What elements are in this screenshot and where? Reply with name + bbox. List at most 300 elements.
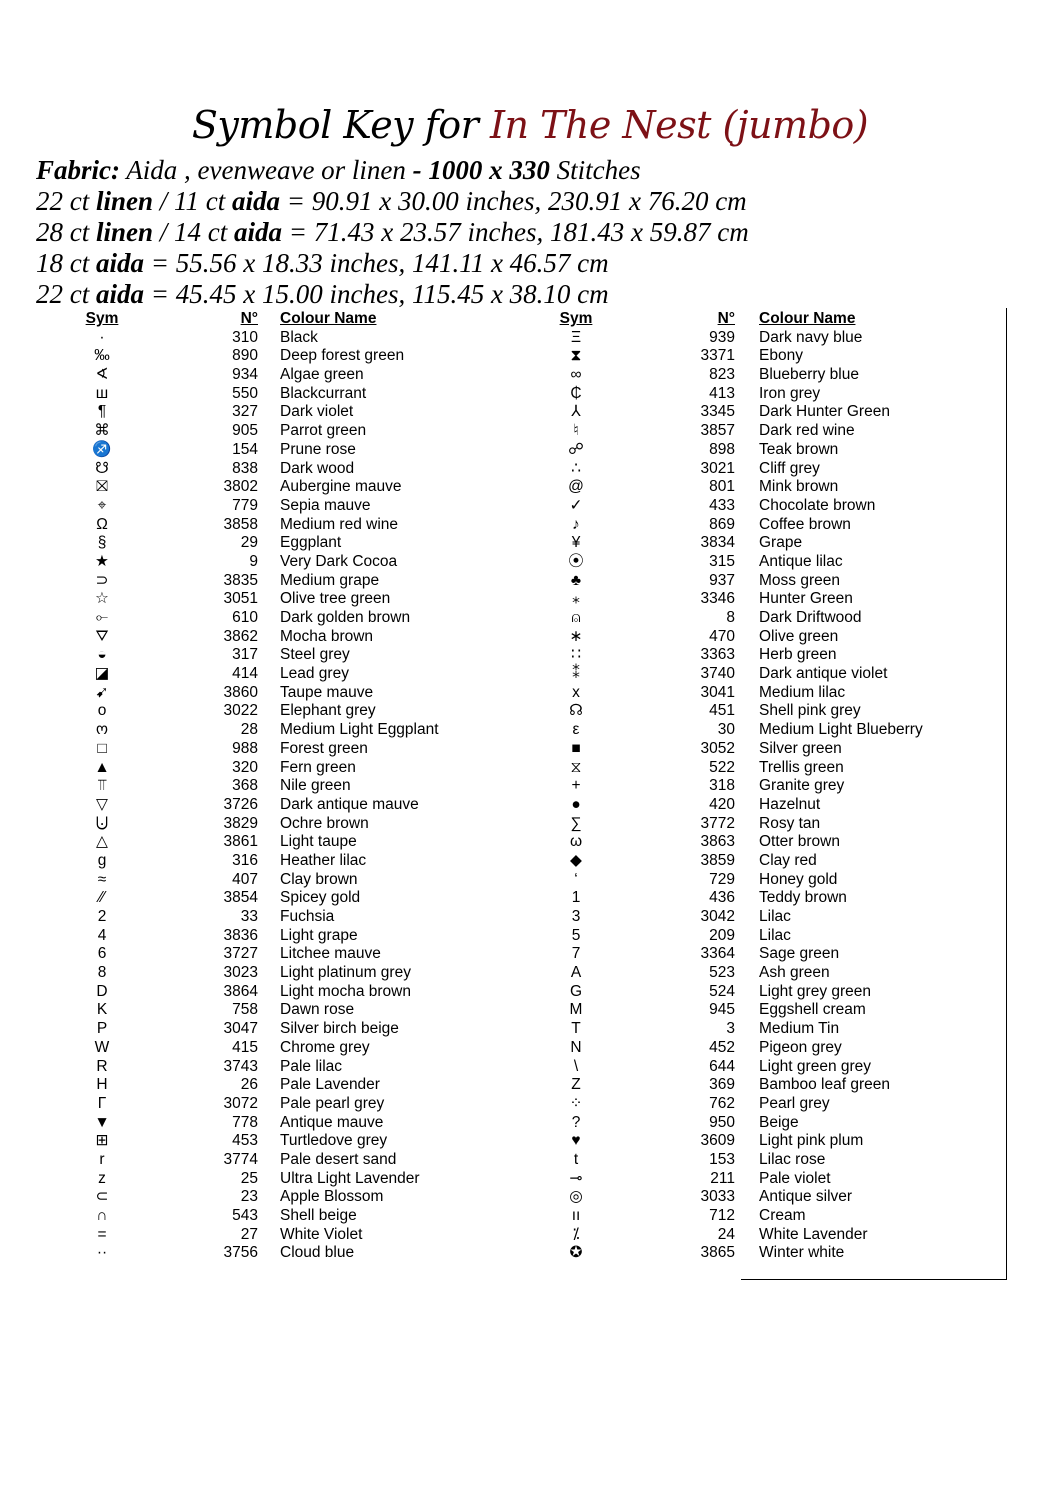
colour-name: Clay red [759,851,817,869]
floss-number: 3047 [223,1020,258,1038]
symbol-icon: ■ [571,739,581,757]
colour-name: Blueberry blue [759,366,859,384]
symbol-icon: @ [568,478,584,496]
table-row [78,1132,439,1151]
floss-number: 3041 [700,683,735,701]
floss-number: 3857 [700,422,735,440]
floss-number: 318 [709,777,735,795]
symbol-icon: ⊞ [95,1132,109,1150]
table-row [78,1001,439,1020]
table-row [552,478,923,497]
size-line [36,217,749,248]
size-mid: / 14 ct [159,217,228,247]
symbol-icon: 4 [97,926,107,944]
table-row [552,740,923,759]
size-dims: = 71.43 x 23.57 inches, 181.43 x 59.87 cm [288,217,749,247]
symbol-icon: ∷ [571,646,581,664]
floss-number: 433 [709,496,735,514]
table-row [552,1039,923,1058]
symbol-icon: ⁎ [572,590,580,608]
floss-number: 25 [240,1169,258,1187]
table-row [78,1226,439,1245]
header-name: Colour Name [759,310,856,327]
symbol-icon: ☆ [95,590,109,608]
page-title [0,100,1060,150]
table-row [78,833,439,852]
fabric-dash: - [412,155,422,185]
colour-name: Dark red wine [759,422,855,440]
colour-name: Honey gold [759,870,838,888]
table-row [78,721,439,740]
symbol-icon: ∑ [570,814,582,832]
colour-name: Grape [759,534,803,552]
symbol-icon: z [98,1169,106,1187]
colour-name: Medium Tin [759,1020,840,1038]
floss-number: 3859 [700,851,735,869]
floss-number: 543 [232,1207,258,1224]
border-line-vertical [1006,308,1007,1280]
floss-number: 414 [232,665,258,683]
colour-name: Iron grey [759,384,821,402]
symbol-icon: ⛛ [95,627,109,645]
symbol-icon: ⛝ [96,478,108,496]
colour-name: Silver birch beige [280,1020,399,1038]
colour-name: Coffee brown [759,515,851,533]
size-fabric-1: linen [96,186,154,216]
table-row [552,329,923,348]
symbol-icon: ო [95,721,109,739]
floss-number: 211 [710,1169,735,1187]
floss-number: 317 [232,646,258,664]
symbol-icon: ☊ [569,702,583,720]
symbol-icon: ∴ [571,459,581,477]
symbol-icon: t [573,1150,579,1168]
colour-name: Parrot green [280,422,367,440]
table-row [78,534,439,553]
symbol-icon: 7 [571,945,581,963]
colour-name: Pearl grey [759,1094,830,1112]
colour-name: Silver green [759,739,842,757]
floss-number: 3835 [223,571,258,589]
table-row [552,422,923,441]
floss-number: 644 [709,1057,735,1075]
symbol-icon: 8 [97,964,107,982]
symbol-icon: ◆ [570,851,582,869]
floss-number: 3836 [223,926,258,944]
colour-name: Lilac [759,908,791,925]
colour-name: Beige [759,1113,799,1131]
floss-number: 3726 [223,795,258,813]
table-row [552,497,923,516]
table-row [78,1170,439,1189]
symbol-icon: ε [572,721,580,739]
size-prefix: 28 ct [36,217,90,247]
title-prefix: Symbol Key for [191,103,479,147]
floss-number: 453 [232,1132,258,1150]
floss-number: 29 [240,534,258,552]
symbol-icon: K [96,1001,108,1019]
colour-name: Pale lilac [280,1057,343,1075]
colour-name: Pale pearl grey [280,1094,385,1112]
table-row [552,516,923,535]
table-row [78,385,439,404]
colour-name: Black [280,328,318,346]
symbol-icon: 3 [571,908,581,925]
table-row [78,815,439,834]
table-row [552,1244,923,1263]
symbol-icon: ¶ [97,403,107,421]
table-row [78,852,439,871]
table-row [552,983,923,1002]
table-row [552,852,923,871]
colour-name: Clay brown [280,870,358,888]
fabric-types: Aida , evenweave or linen [126,155,406,185]
colour-name: Mink brown [759,478,839,496]
table-row [552,684,923,703]
colour-name: Dark navy blue [759,328,863,346]
table-row [78,1076,439,1095]
colour-name: Shell beige [280,1207,357,1224]
floss-number: 3774 [223,1150,258,1168]
table-row [78,478,439,497]
colour-name: Pale violet [759,1169,831,1187]
table-row [552,441,923,460]
symbol-icon: P [96,1020,108,1038]
symbol-icon: ♪ [572,515,580,533]
floss-number: 3862 [223,627,258,645]
symbol-icon: + [571,777,581,795]
table-row [552,590,923,609]
table-row [552,1151,923,1170]
size-fabric-1: aida [96,248,145,278]
colour-name: Pale desert sand [280,1150,397,1168]
table-row [78,422,439,441]
floss-number: 3042 [700,908,735,925]
floss-number: 3345 [700,403,735,421]
table-row [78,1039,439,1058]
symbol-icon: ▼ [94,1113,110,1131]
colour-name: Teddy brown [759,889,847,907]
symbol-icon: G [569,982,583,1000]
floss-number: 320 [232,758,258,776]
symbol-icon: R [96,1057,108,1075]
table-row [78,927,439,946]
floss-number: 452 [709,1038,735,1056]
symbol-icon: ◪ [94,665,110,683]
symbol-icon: T [571,1020,581,1038]
symbol-icon: ∢ [95,366,109,384]
floss-number: 524 [709,982,735,1000]
colour-name: Hunter Green [759,590,853,608]
size-prefix: 22 ct [36,186,90,216]
floss-number: 413 [709,384,735,402]
symbol-icon: ⊂ [95,1188,109,1206]
colour-name: Pigeon grey [759,1038,842,1056]
symbol-icon: ·· [96,1244,108,1262]
colour-name: Medium Light Eggplant [280,721,439,739]
colour-name: Hazelnut [759,795,821,813]
colour-name: Herb green [759,646,837,664]
colour-name: Ochre brown [280,814,369,832]
colour-name: Light taupe [280,833,357,851]
colour-name: Ash green [759,964,830,982]
floss-number: 33 [240,908,258,925]
table-row [78,684,439,703]
floss-number: 3854 [223,889,258,907]
symbol-icon: ▽ [96,795,108,813]
table-row [552,702,923,721]
symbol-icon: ★ [95,552,109,570]
colour-name: Light pink plum [759,1132,864,1150]
floss-number: 838 [232,459,258,477]
symbol-icon: ◎ [569,1188,583,1206]
symbol-icon: ⌘ [94,422,110,440]
colour-name: Eggplant [280,534,342,552]
symbol-icon: ∩ [96,1207,108,1224]
table-row [78,871,439,890]
symbol-icon: o [97,702,107,720]
floss-number: 420 [709,795,735,813]
floss-number: 823 [709,366,735,384]
floss-number: 890 [232,347,258,365]
floss-number: 3829 [223,814,258,832]
symbol-icon: ⅄ [571,403,581,421]
colour-name: Sage green [759,945,840,963]
floss-number: 27 [240,1225,258,1243]
floss-number: 3772 [700,814,735,832]
size-dims: = 45.45 x 15.00 inches, 115.45 x 38.10 cm [150,279,609,309]
floss-number: 451 [709,702,735,720]
table-row [552,908,923,927]
colour-name: Algae green [280,366,364,384]
symbol-icon: ☍ [568,440,584,458]
table-row [552,721,923,740]
symbol-icon: ₵ [570,384,582,402]
colour-name: Medium red wine [280,515,399,533]
floss-number: 24 [717,1225,735,1243]
symbol-icon: ➹ [95,683,109,701]
table-row [78,1095,439,1114]
colour-name: Lead grey [280,665,349,683]
table-row [552,1226,923,1245]
table-row [552,889,923,908]
symbol-icon: g [97,851,107,869]
table-row [78,329,439,348]
colour-name: Light green grey [759,1057,872,1075]
colour-name: Prune rose [280,440,356,458]
symbol-icon: = [97,1225,107,1243]
symbol-icon: □ [97,739,107,757]
colour-name: Medium grape [280,571,380,589]
table-row [78,516,439,535]
floss-number: 3022 [223,702,258,720]
colour-name: Turtledove grey [280,1132,388,1150]
symbol-icon: ω [569,833,583,851]
symbol-icon: ¥ [571,534,581,552]
symbol-icon: ⊸ [569,1169,583,1187]
floss-number: 3033 [700,1188,735,1206]
size-fabric-2: aida [234,217,283,247]
symbol-icon: ⦿ [568,552,584,570]
colour-name: Steel grey [280,646,350,664]
symbol-icon: ⁑ [572,665,580,683]
colour-name: Medium Light Blueberry [759,721,923,739]
symbol-icon: W [94,1038,110,1056]
floss-number: 154 [232,440,258,458]
header-sym: Sym [85,310,119,327]
table-row [78,983,439,1002]
floss-number: 3858 [223,515,258,533]
symbol-icon: Z [571,1076,581,1094]
fabric-spec [36,155,749,310]
symbol-icon: ⫪ [97,777,107,795]
size-line [36,186,749,217]
table-row [78,945,439,964]
colour-name: Very Dark Cocoa [280,552,398,570]
floss-number: 3727 [223,945,258,963]
symbol-icon: ≈ [97,870,107,888]
size-dims: = 90.91 x 30.00 inches, 230.91 x 76.20 cm [286,186,747,216]
table-row [552,1076,923,1095]
table-row [78,553,439,572]
colour-name: Dark Driftwood [759,609,862,626]
colour-name: Winter white [759,1244,845,1262]
size-line [36,279,749,310]
size-fabric-1: linen [96,217,154,247]
floss-number: 470 [709,627,735,645]
floss-number: 3802 [223,478,258,496]
floss-number: 368 [232,777,258,795]
symbol-icon: r [99,1150,105,1168]
table-row [78,497,439,516]
table-row [78,609,439,628]
symbol-table-left [78,310,439,1263]
colour-name: Litchee mauve [280,945,381,963]
floss-number: 3865 [700,1244,735,1262]
table-row [552,534,923,553]
colour-name: Antique silver [759,1188,853,1206]
colour-name: Deep forest green [280,347,405,365]
floss-number: 778 [232,1113,258,1131]
symbol-icon: ‰ [94,347,110,365]
table-row [552,1058,923,1077]
table-row [552,665,923,684]
symbol-icon: ıı [571,1207,581,1224]
symbol-icon: ⊃ [95,571,109,589]
symbol-icon: ∗ [569,627,583,645]
symbol-icon: A [570,964,582,982]
table-row [78,759,439,778]
colour-name: Lilac rose [759,1150,826,1168]
table-row [552,945,923,964]
floss-number: 3743 [223,1057,258,1075]
size-mid: / 11 ct [159,186,226,216]
table-row [552,553,923,572]
colour-name: Blackcurrant [280,384,367,402]
symbol-icon: ⧖ [570,758,582,776]
floss-number: 310 [232,328,258,346]
symbol-icon: ♮ [573,422,579,440]
stitch-count: 1000 x 330 [428,155,550,185]
floss-number: 801 [709,478,735,496]
symbol-icon: N [570,1038,582,1056]
colour-name: Nile green [280,777,351,795]
floss-number: 779 [232,496,258,514]
table-row [552,403,923,422]
table-row [78,1244,439,1263]
symbol-table-right [552,310,923,1263]
table-row [78,908,439,927]
symbol-icon: ∞ [570,366,582,384]
floss-number: 26 [240,1076,258,1094]
colour-name: Antique lilac [759,552,843,570]
table-row [78,460,439,479]
table-row [552,964,923,983]
colour-name: White Violet [280,1225,363,1243]
symbol-icon: ⨃ [95,814,109,832]
colour-name: Dark antique mauve [280,795,419,813]
floss-number: 3023 [223,964,258,982]
floss-number: 3861 [223,833,258,851]
size-fabric-2: aida [232,186,281,216]
floss-number: 209 [709,926,735,944]
table-row [552,1001,923,1020]
colour-name: Aubergine mauve [280,478,402,496]
floss-number: 3740 [700,665,735,683]
symbol-icon: x [572,683,580,701]
header-name: Colour Name [280,310,377,327]
symbol-icon: 6 [97,945,107,963]
colour-name: Cream [759,1207,806,1224]
floss-number: 9 [249,552,258,570]
header-sym: Sym [559,310,593,327]
floss-number: 3863 [700,833,735,851]
symbol-icon: ⟜ [95,609,109,626]
floss-number: 23 [240,1188,258,1206]
symbol-icon: ☋ [95,459,109,477]
floss-number: 415 [232,1038,258,1056]
size-line [36,248,749,279]
colour-name: Cliff grey [759,459,820,477]
floss-number: 3346 [700,590,735,608]
colour-name: Apple Blossom [280,1188,384,1206]
colour-name: Elephant grey [280,702,376,720]
colour-name: Light mocha brown [280,982,411,1000]
table-row [552,1170,923,1189]
table-row [78,403,439,422]
table-row [78,1207,439,1226]
floss-number: 153 [709,1150,735,1168]
floss-number: 30 [717,721,735,739]
colour-name: Eggshell cream [759,1001,866,1019]
colour-name: Teak brown [759,440,839,458]
table-row [78,628,439,647]
fabric-line [36,155,749,186]
colour-name: Dark Hunter Green [759,403,890,421]
symbol-icon: ⁘ [569,1094,583,1112]
symbol-icon: △ [96,833,108,851]
floss-number: 762 [709,1094,735,1112]
floss-number: 3021 [700,459,735,477]
table-row [552,460,923,479]
colour-name: Dark antique violet [759,665,888,683]
floss-number: 369 [709,1076,735,1094]
colour-name: Antique mauve [280,1113,384,1131]
symbol-icon: H [96,1076,108,1094]
floss-number: 712 [709,1207,735,1224]
floss-number: 937 [709,571,735,589]
symbol-icon: ⁒ [572,1225,580,1243]
